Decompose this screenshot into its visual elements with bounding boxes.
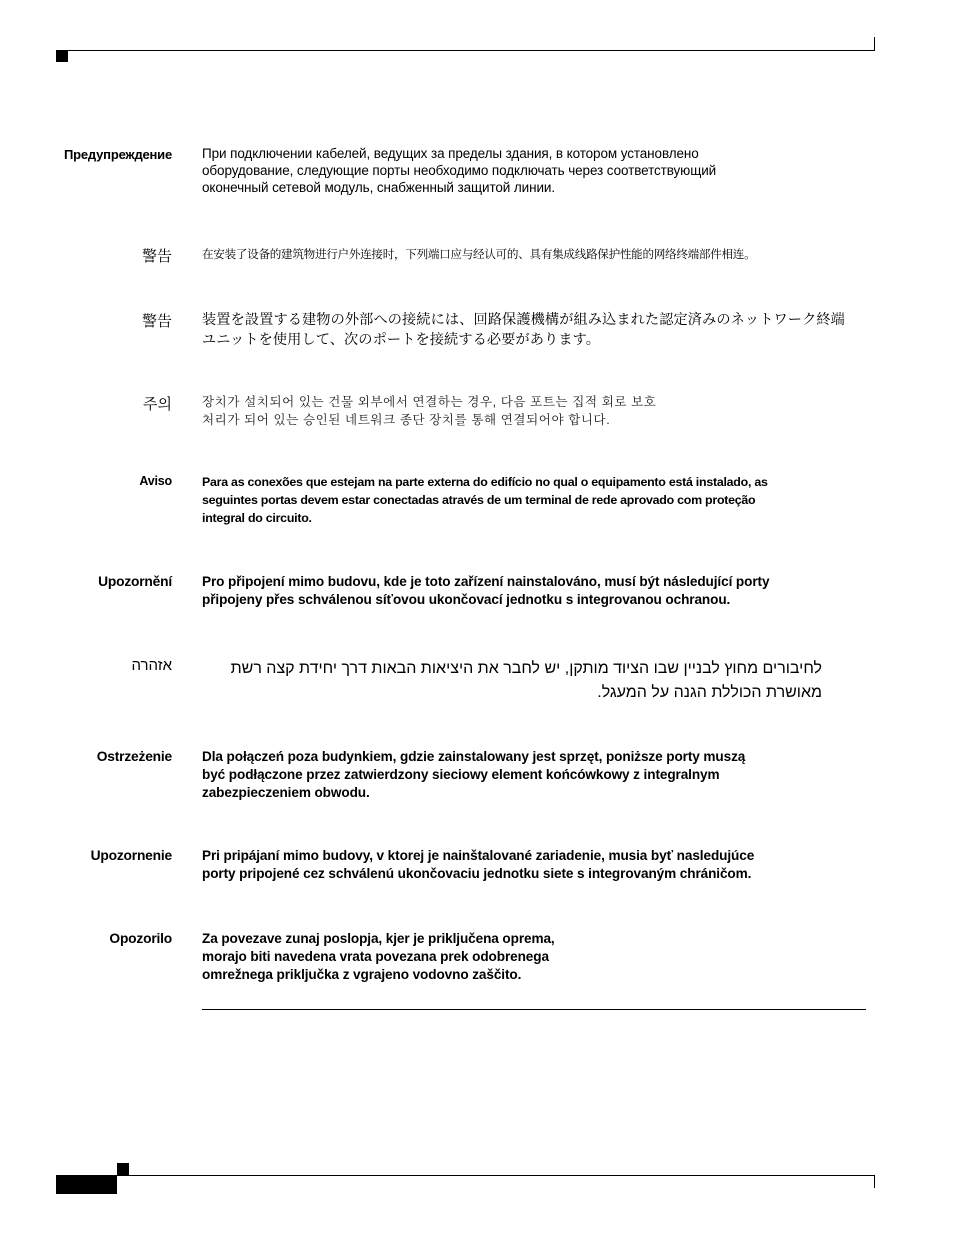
warning-text	[202, 393, 870, 429]
header-tick	[874, 37, 875, 51]
warning-text-line: seguintes portas devem estar conectadas através de um terminal de rede aprovado com proteção	[202, 493, 756, 507]
warning-text	[202, 247, 870, 263]
warning-text	[202, 310, 870, 350]
footer-page-tab	[56, 1176, 117, 1194]
warning-label: Upozornenie	[90, 848, 172, 863]
warning-label: 警告	[141, 313, 172, 330]
warning-text-line: integral do circuito.	[202, 511, 312, 525]
warning-text	[202, 847, 870, 883]
warning-text-line: 처리가 되어 있는 승인된 네트워크 종단 장치를 통해 연결되어야 합니다.	[202, 413, 611, 427]
warning-text-line: Pri pripájaní mimo budovy, v ktorej je nainštalované zariadenie, musia byť nasledujúce	[202, 848, 755, 863]
warning-text	[202, 145, 870, 196]
warning-text-line: 장치가 설치되어 있는 건물 외부에서 연결하는 경우, 다음 포트는 집적 회로 보호	[202, 395, 657, 409]
warning-text-line: zabezpieczeniem obwodu.	[202, 785, 370, 800]
warning-label: Ostrzeżenie	[96, 749, 172, 764]
warning-text-line: připojeny přes schválenou síťovou ukončovací jednotku s integrovanou ochranou.	[202, 592, 731, 607]
warning-label: 주의	[143, 396, 172, 413]
warning-label: Aviso	[139, 474, 172, 488]
warning-text	[202, 473, 870, 527]
footer-rule	[56, 1175, 875, 1176]
warning-label: אזהרה	[131, 657, 172, 674]
header-rule	[56, 50, 875, 51]
warning-text-line: оборудование, следующие порты необходимо подключать через соответствующий	[202, 163, 717, 178]
warning-label: 警告	[141, 248, 172, 265]
warning-text-line: 在安装了设备的建筑物进行户外连接时，下列端口应与经认可的、具有集成线路保护性能的网络终端部件相连。	[202, 248, 756, 261]
warning-text-line: być podłączone przez zatwierdzony sieciowy element końcówkowy z integralnym	[202, 767, 720, 782]
warning-text-line: ユニットを使用して、次のポートを接続する必要があります。	[202, 332, 601, 348]
warning-text-line: Dla połączeń poza budynkiem, gdzie zainstalowany jest sprzęt, poniższe porty muszą	[202, 749, 746, 764]
section-end-rule	[202, 1009, 866, 1010]
warning-text-line: morajo biti navedena vrata povezana prek odobrenega	[202, 949, 549, 964]
warning-label: Upozornění	[98, 574, 172, 589]
warning-label: Opozorilo	[109, 931, 172, 946]
warning-text	[202, 748, 870, 802]
footer-tick	[874, 1176, 875, 1188]
warning-text	[202, 573, 870, 609]
footer-marker	[117, 1163, 129, 1175]
warning-text-line: מאושרת הכוללת הגנה על המעגל.	[597, 684, 822, 701]
warning-text-line: Za povezave zunaj poslopja, kjer je priključena oprema,	[202, 931, 555, 946]
warning-text	[202, 657, 822, 705]
warning-text	[202, 930, 870, 984]
warning-text-line: При подключении кабелей, ведущих за пределы здания, в котором установлено	[202, 146, 699, 161]
warning-text-line: Pro připojení mimo budovu, kde je toto zařízení nainstalováno, musí být následující porty	[202, 574, 770, 589]
header-marker	[56, 51, 68, 62]
warning-label: Предупреждение	[64, 147, 172, 162]
warning-text-line: porty pripojené cez schválenú ukončovaciu jednotku siete s integrovaným chráničom.	[202, 866, 752, 881]
warning-text-line: לחיבורים מחוץ לבניין שבו הציוד מותקן, יש לחבר את היציאות הבאות דרך יחידת קצה רשת	[230, 660, 822, 677]
warning-text-line: 装置を設置する建物の外部への接続には、回路保護機構が組み込まれた認定済みのネットワーク終端	[202, 312, 845, 328]
warning-text-line: Para as conexões que estejam na parte externa do edifício no qual o equipamento está instalado, as	[202, 475, 768, 489]
warning-text-line: omrežnega priključka z vgrajeno vodovno zaščito.	[202, 967, 522, 982]
warning-text-line: оконечный сетевой модуль, снабженный защитой линии.	[202, 180, 555, 195]
